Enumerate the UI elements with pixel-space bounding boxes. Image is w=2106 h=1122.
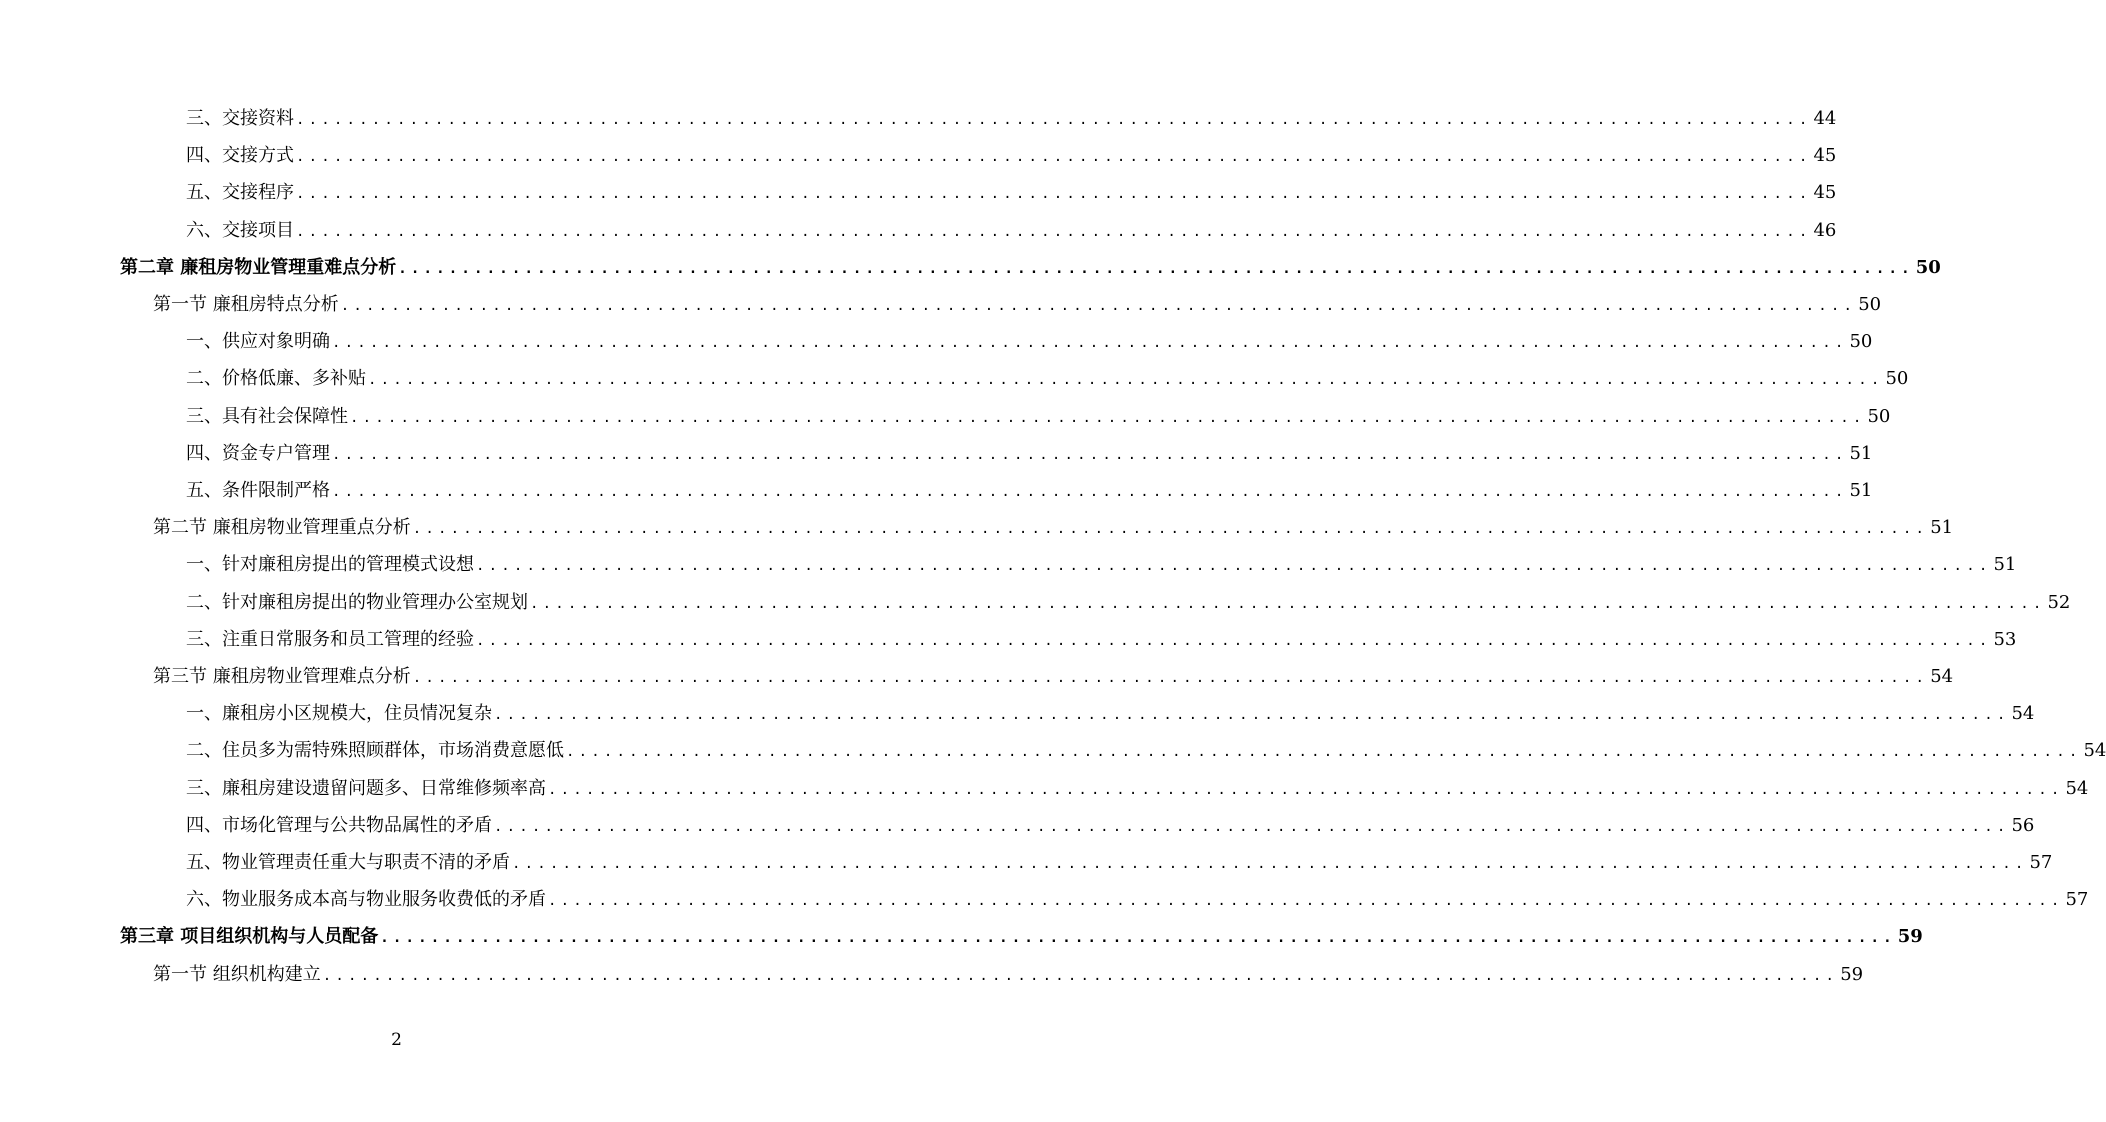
toc-entry-page: 54 (2083, 740, 2106, 762)
toc-dot-leader: ........................................................................................................................ (296, 186, 1812, 203)
toc-entry-label: 二、价格低廉、多补贴 (186, 368, 366, 390)
toc-dot-leader: ........................................................................................................................ (548, 893, 2064, 910)
toc-entry-label: 四、交接方式 (186, 145, 294, 167)
toc-dot-leader: ........................................................................................................................ (512, 856, 2028, 872)
toc-entry-page: 50 (1867, 405, 1891, 427)
toc-chapter-entry[interactable] (120, 918, 1923, 955)
toc-item-entry[interactable] (186, 881, 2089, 918)
toc-entry-label: 五、条件限制严格 (186, 480, 330, 501)
toc-entry-label: 第一节 廉租房特点分析 (153, 294, 339, 315)
toc-entry-label: 三、廉租房建设遗留问题多、日常维修频率高 (186, 777, 546, 799)
toc-item-entry[interactable] (186, 546, 2017, 583)
toc-item-entry[interactable] (186, 584, 2071, 621)
toc-entry-label: 三、注重日常服务和员工管理的经验 (186, 628, 474, 650)
toc-entry-label: 第二章 廉租房物业管理重难点分析 (120, 256, 397, 278)
toc-item-entry[interactable] (186, 732, 2106, 769)
toc-entry-page: 54 (2065, 777, 2089, 799)
toc-dot-leader: ........................................................................................................................ (566, 744, 2082, 761)
toc-dot-leader: ........................................................................................................................ (296, 149, 1812, 166)
toc-entry-page: 51 (1849, 480, 1873, 501)
toc-dot-leader: ........................................................................................................................ (332, 335, 1848, 352)
toc-item-entry[interactable] (186, 100, 1837, 137)
toc-entry-page: 51 (1993, 554, 2017, 576)
toc-section-entry[interactable] (153, 509, 1954, 546)
toc-entry-page: 51 (1849, 442, 1873, 464)
toc-entry-label: 五、交接程序 (186, 182, 294, 204)
toc-dot-leader: ........................................................................................................................ (380, 930, 1896, 947)
toc-dot-leader: ........................................................................................................................ (412, 670, 1929, 686)
toc-dot-leader: ........................................................................................................................ (322, 967, 1839, 984)
toc-entry-page: 50 (1915, 256, 1941, 278)
toc-entry-page: 45 (1813, 145, 1837, 167)
toc-item-entry[interactable] (186, 695, 2035, 732)
toc-dot-leader: ........................................................................................................................ (530, 595, 2046, 612)
toc-entry-label: 一、廉租房小区规模大，住员情况复杂 (186, 703, 492, 725)
toc-entry-page: 50 (1858, 294, 1882, 315)
toc-entry-page: 59 (1840, 963, 1864, 985)
toc-entry-page: 50 (1849, 331, 1873, 353)
toc-item-entry[interactable] (186, 770, 2089, 807)
toc-entry-label: 第二节 廉租房物业管理重点分析 (153, 517, 411, 539)
toc-item-entry[interactable] (186, 360, 1909, 397)
toc-entry-label: 五、物业管理责任重大与职责不清的矛盾 (186, 852, 510, 873)
toc-entry-page: 53 (1993, 628, 2017, 650)
toc-entry-page: 59 (1897, 926, 1923, 948)
toc-dot-leader: ........................................................................................................................ (332, 484, 1848, 500)
toc-dot-leader: ........................................................................................................................ (494, 818, 2010, 835)
toc-entry-page: 52 (2047, 591, 2071, 613)
toc-item-entry[interactable] (186, 621, 2017, 658)
toc-dot-leader: ........................................................................................................................ (350, 409, 1866, 426)
toc-entry-page: 57 (2029, 852, 2053, 873)
toc-entry-label: 第三章 项目组织机构与人员配备 (120, 926, 379, 948)
toc-dot-leader: ........................................................................................................................ (412, 521, 1929, 538)
toc-chapter-entry[interactable] (120, 249, 1941, 286)
toc-item-entry[interactable] (186, 137, 1837, 174)
toc-entry-label: 四、资金专户管理 (186, 442, 330, 464)
toc-dot-leader: ........................................................................................................................ (296, 223, 1812, 240)
toc-section-entry[interactable] (153, 286, 1882, 323)
toc-entry-label: 第一节 组织机构建立 (153, 963, 321, 985)
toc-entry-label: 一、供应对象明确 (186, 331, 330, 353)
toc-section-entry[interactable] (153, 658, 1954, 695)
toc-item-entry[interactable] (186, 212, 1837, 249)
page-number: 2 (391, 1030, 402, 1050)
toc-entry-label: 第三节 廉租房物业管理难点分析 (153, 666, 411, 687)
toc-dot-leader: ........................................................................................................................ (494, 707, 2010, 724)
toc-item-entry[interactable] (186, 844, 2053, 881)
toc-item-entry[interactable] (186, 435, 1873, 472)
toc-entry-page: 45 (1813, 182, 1837, 204)
toc-item-entry[interactable] (186, 323, 1873, 360)
toc-entry-page: 54 (2011, 703, 2035, 725)
toc-dot-leader: ........................................................................................................................ (476, 558, 1992, 575)
toc-entry-page: 57 (2065, 889, 2089, 911)
toc-entry-label: 六、交接项目 (186, 219, 294, 241)
toc-entry-label: 二、针对廉租房提出的物业管理办公室规划 (186, 591, 528, 613)
toc-dot-leader: ........................................................................................................................ (368, 372, 1884, 389)
toc-entry-page: 56 (2011, 814, 2035, 836)
toc-entry-page: 50 (1885, 368, 1909, 390)
toc-entry-label: 六、物业服务成本高与物业服务收费低的矛盾 (186, 889, 546, 911)
toc-entry-page: 51 (1930, 517, 1954, 539)
toc-dot-leader: ........................................................................................................................ (476, 632, 1992, 649)
toc-dot-leader: ........................................................................................................................ (398, 260, 1914, 277)
toc-dot-leader: ........................................................................................................................ (296, 112, 1812, 128)
toc-section-entry[interactable] (153, 956, 1864, 993)
toc-dot-leader: ........................................................................................................................ (340, 298, 1857, 314)
toc-entry-label: 二、住员多为需特殊照顾群体，市场消费意愿低 (186, 740, 564, 762)
toc-entry-label: 一、针对廉租房提出的管理模式设想 (186, 554, 474, 576)
toc-item-entry[interactable] (186, 807, 2035, 844)
toc-item-entry[interactable] (186, 174, 1837, 211)
toc-entry-page: 54 (1930, 666, 1954, 687)
toc-item-entry[interactable] (186, 472, 1873, 509)
toc-dot-leader: ........................................................................................................................ (548, 781, 2064, 798)
toc-item-entry[interactable] (186, 398, 1891, 435)
toc-entry-label: 三、具有社会保障性 (186, 405, 348, 427)
toc-entry-label: 三、交接资料 (186, 108, 294, 129)
toc-entry-page: 46 (1813, 219, 1837, 241)
toc-dot-leader: ........................................................................................................................ (332, 446, 1848, 463)
toc-entry-label: 四、市场化管理与公共物品属性的矛盾 (186, 814, 492, 836)
toc-entry-page: 44 (1813, 108, 1837, 129)
